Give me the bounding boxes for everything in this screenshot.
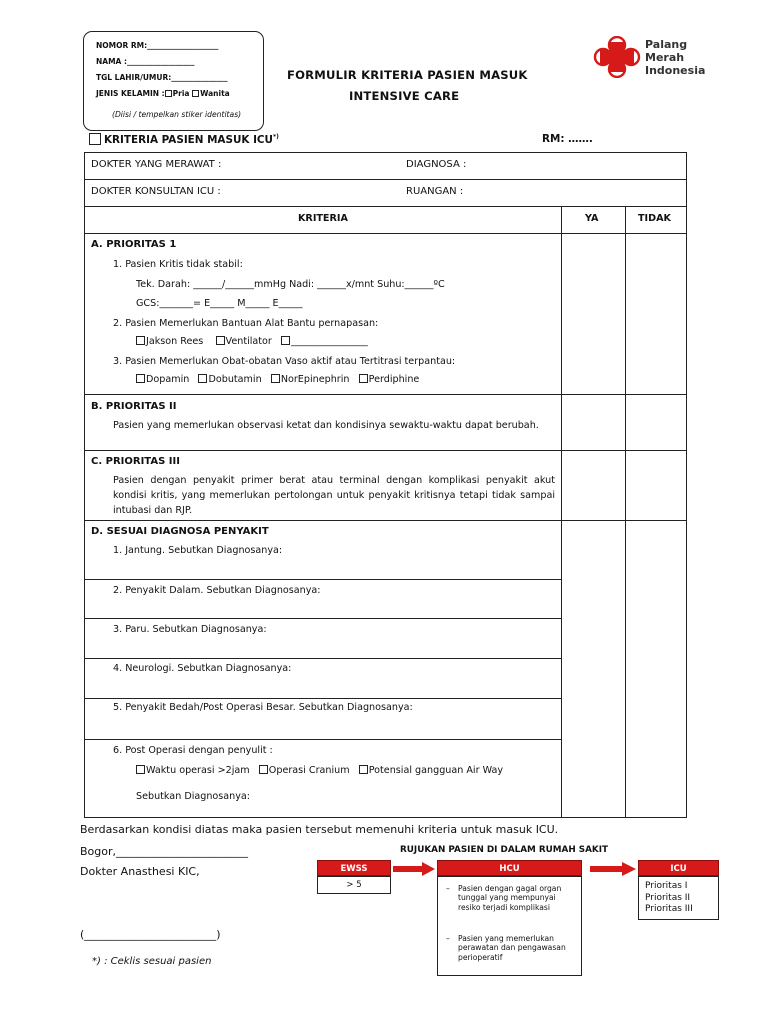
section-d-item-5: 5. Penyakit Bedah/Post Operasi Besar. Sebutkan Diagnosanya: — [113, 702, 413, 713]
ventilator-checkbox[interactable] — [216, 336, 225, 345]
form-title-line1: FORMULIR KRITERIA PASIEN MASUK — [287, 68, 528, 82]
ventilator-label: Ventilator — [225, 336, 272, 347]
section-a-item-3: 3. Pasien Memerlukan Obat-obatan Vaso aktif atau Tertitrasi terpantau: — [113, 356, 456, 367]
section-d-item-6: 6. Post Operasi dengan penyulit : — [113, 745, 273, 756]
jenis-kelamin-row — [96, 89, 230, 98]
norepinephrin-checkbox[interactable] — [271, 374, 280, 383]
logo-text-indonesia: Indonesia — [645, 64, 706, 77]
rm-field[interactable]: NOMOR RM:___________________ — [96, 41, 219, 50]
section-d-item-4: 4. Neurologi. Sebutkan Diagnosanya: — [113, 663, 292, 674]
hcu-criteria-box — [437, 876, 582, 976]
section-a-item-2: 2. Pasien Memerlukan Bantuan Alat Bantu pernapasan: — [113, 318, 379, 329]
row-divider — [84, 739, 561, 740]
dopamin-checkbox[interactable] — [136, 374, 145, 383]
ewss-header: EWSS — [317, 860, 391, 876]
row-divider — [84, 658, 561, 659]
wanita-label: Wanita — [200, 89, 230, 98]
post-op-options — [136, 765, 503, 776]
icu-criteria-checkbox[interactable] — [89, 133, 101, 145]
row-divider — [84, 179, 687, 180]
row-divider — [84, 206, 687, 207]
jakson-rees-checkbox[interactable] — [136, 336, 145, 345]
footnote: *) : Ceklis sesuai pasien — [92, 956, 212, 967]
jenis-kelamin-label: JENIS KELAMIN : — [96, 89, 165, 98]
diagnosa-label: DIAGNOSA : — [406, 159, 467, 170]
norepinephrin-label: NorEpinephrin — [280, 374, 350, 385]
section-d-title: D. SESUAI DIAGNOSA PENYAKIT — [91, 526, 269, 537]
waktu-operasi-checkbox[interactable] — [136, 765, 145, 774]
referral-title: RUJUKAN PASIEN DI DALAM RUMAH SAKIT — [400, 845, 608, 855]
other-ventilation-field[interactable]: ________________ — [291, 336, 368, 347]
section-d-item-2: 2. Penyakit Dalam. Sebutkan Diagnosanya: — [113, 585, 321, 596]
criteria-heading-sup: *) — [273, 133, 279, 141]
pria-checkbox[interactable] — [165, 90, 172, 97]
doctor-anasthesi-label: Dokter Anasthesi KIC, — [80, 865, 200, 878]
eligibility-statement: Berdasarkan kondisi diatas maka pasien tersebut memenuhi kriteria untuk masuk ICU. — [80, 823, 559, 836]
hcu-header: HCU — [437, 860, 582, 876]
row-divider — [84, 579, 561, 580]
row-divider — [84, 450, 687, 451]
ewss-value: > 5 — [317, 876, 391, 894]
dobutamin-label: Dobutamin — [208, 374, 262, 385]
section-a-item-1: 1. Pasien Kritis tidak stabil: — [113, 259, 243, 270]
perdiphine-checkbox[interactable] — [359, 374, 368, 383]
icu-priority-item: Prioritas II — [645, 892, 691, 903]
airway-checkbox[interactable] — [359, 765, 368, 774]
identity-box — [83, 31, 264, 131]
tgl-lahir-field[interactable]: TGL LAHIR/UMUR:_______________ — [96, 73, 228, 82]
section-b-text: Pasien yang memerlukan observasi ketat dan kondisinya sewaktu-waktu dapat berubah. — [113, 420, 539, 431]
icu-priority-item: Prioritas III — [645, 904, 693, 914]
logo-text-merah: Merah — [645, 51, 685, 64]
hcu-item: – Pasien yang memerlukan perawatan dan pengawasan perioperatif — [446, 934, 576, 962]
hcu-item-text: Pasien dengan gagal organ tunggal yang mempunyai resiko terjadi komplikasi — [458, 884, 562, 912]
section-b-title: B. PRIORITAS II — [91, 401, 177, 412]
ventilation-options — [136, 336, 368, 347]
dokter-merawat-label: DOKTER YANG MERAWAT : — [91, 159, 222, 170]
red-cross-logo-icon — [592, 36, 642, 78]
section-d-item-3: 3. Paru. Sebutkan Diagnosanya: — [113, 624, 267, 635]
bogor-date-field[interactable]: Bogor,________________________ — [80, 845, 249, 858]
criteria-heading — [89, 133, 279, 146]
nama-field[interactable]: NAMA :__________________ — [96, 57, 195, 66]
section-c-title: C. PRIORITAS III — [91, 456, 180, 467]
form-title-line2: INTENSIVE CARE — [349, 89, 460, 103]
operasi-cranium-label: Operasi Cranium — [268, 765, 350, 776]
hcu-item: – Pasien dengan gagal organ tunggal yang mempunyai resiko terjadi komplikasi — [446, 884, 576, 912]
airway-label: Potensial gangguan Air Way — [368, 765, 504, 776]
rm-number: RM: ……. — [542, 133, 593, 145]
icu-header: ICU — [638, 860, 719, 876]
row-divider — [84, 394, 687, 395]
ruangan-label: RUANGAN : — [406, 186, 464, 197]
dokter-konsultan-label: DOKTER KONSULTAN ICU : — [91, 186, 221, 197]
perdiphine-label: Perdiphine — [368, 374, 420, 385]
dobutamin-checkbox[interactable] — [198, 374, 207, 383]
wanita-checkbox[interactable] — [192, 90, 199, 97]
dopamin-label: Dopamin — [146, 374, 190, 385]
section-c-text: Pasien dengan penyakit primer berat atau terminal dengan komplikasi penyakit akut kondisi kritis, yang memerlukan pertolongan untuk penyakit kritisnya tetapi tidak sampai intubasi dan RJP. — [113, 475, 555, 516]
row-divider — [84, 520, 687, 521]
section-d-item-1: 1. Jantung. Sebutkan Diagnosanya: — [113, 545, 283, 556]
section-a-title: A. PRIORITAS 1 — [91, 239, 177, 250]
row-divider — [84, 698, 561, 699]
icu-priorities-box — [638, 876, 719, 920]
col-divider — [561, 206, 562, 818]
logo-text-palang: Palang — [645, 38, 688, 51]
waktu-operasi-label: Waktu operasi >2jam — [146, 765, 250, 776]
header-ya: YA — [585, 213, 599, 224]
vasoactive-options — [136, 374, 419, 385]
section-d-item-6-diagnosis: Sebutkan Diagnosanya: — [136, 791, 251, 802]
row-divider — [84, 233, 687, 234]
other-ventilation-checkbox[interactable] — [281, 336, 290, 345]
criteria-heading-label: KRITERIA PASIEN MASUK ICU — [104, 134, 273, 146]
header-tidak: TIDAK — [638, 213, 671, 224]
header-kriteria: KRITERIA — [298, 213, 348, 224]
pria-label: Pria — [172, 89, 190, 98]
hcu-item-text: Pasien yang memerlukan perawatan dan pengawasan perioperatif — [458, 934, 566, 962]
icu-priority-item: Prioritas I — [645, 881, 688, 891]
signature-line[interactable]: (________________________) — [80, 928, 221, 941]
arrow-right-icon — [392, 861, 436, 877]
col-divider — [625, 206, 626, 818]
jakson-rees-label: Jakson Rees — [146, 336, 204, 347]
identity-note: (Diisi / tempelkan stiker identitas) — [112, 110, 242, 119]
row-divider — [84, 618, 561, 619]
arrow-right-icon — [589, 861, 637, 877]
operasi-cranium-checkbox[interactable] — [259, 765, 268, 774]
vital-signs-line: Tek. Darah: ______/______mmHg Nadi: ______x/mnt Suhu:______ºC — [136, 279, 445, 290]
gcs-line: GCS:_______= E_____ M_____ E_____ — [136, 298, 303, 309]
